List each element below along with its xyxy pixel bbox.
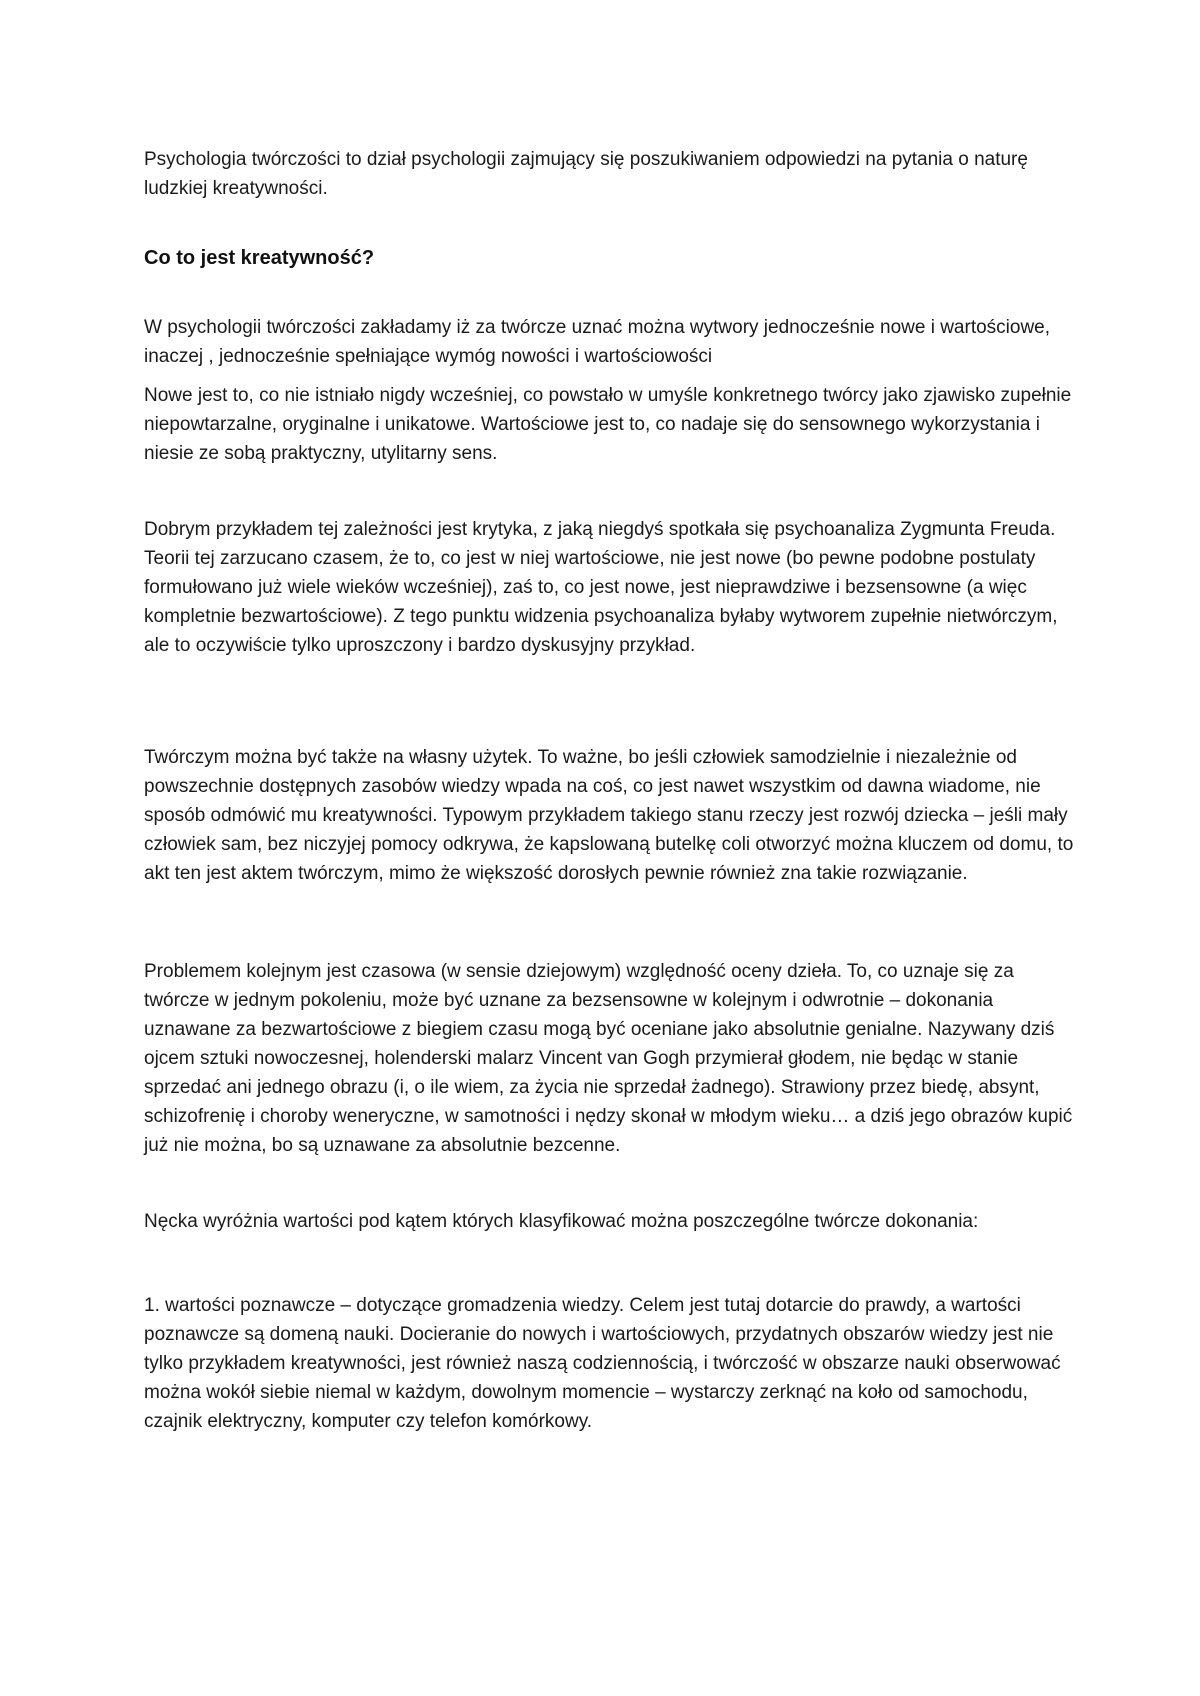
paragraph-definition: W psychologii twórczości zakładamy iż za twórcze uznać można wytwory jednocześnie nowe i wartościowe, inaczej , jednocześnie spełniające wymóg nowości i wartościowości <box>144 317 1051 367</box>
list-item-cognitive-values: 1. wartości poznawcze – dotyczące gromadzenia wiedzy. Celem jest tutaj dotarcie do prawdy, a wartości poznawcze są domeną nauki. Docieranie do nowych i wartościowych, przydatnych obszarów wiedzy jest nie tylko przykładem kreatywności, jest również naszą codziennością, i twórczość w obszarze nauki obserwować można wokół siebie niemal w każdym, dowolnym momencie – wystarczy zerknąć na koło od samochodu, czajnik elektryczny, komputer czy telefon komórkowy. <box>144 1295 1061 1432</box>
paragraph-freud-example: Dobrym przykładem tej zależności jest krytyka, z jaką niegdyś spotkała się psychoanaliza Zygmunta Freuda. Teorii tej zarzucano czasem, że to, co jest w niej wartościowe, nie jest nowe (bo pewne podobne postulaty formułowano już wiele wieków wcześniej), zaś to, co jest nowe, jest nieprawdziwe i bezsensowne (a więc kompletnie bezwartościowe). Z tego punktu widzenia psychoanaliza byłaby wytworem zupełnie nietwórczym, ale to oczywiście tylko uproszczony i bardzo dyskusyjny przykład. <box>144 519 1058 656</box>
section-heading: Co to jest kreatywność? <box>144 247 375 269</box>
paragraph-personal-creativity: Twórczym można być także na własny użytek. To ważne, bo jeśli człowiek samodzielnie i niezależnie od powszechnie dostępnych zasobów wiedzy wpada na coś, co jest nawet wszystkim od dawna wiadome, nie sposób odmówić mu kreatywności. Typowym przykładem takiego stanu rzeczy jest rozwój dziecka – jeśli mały człowiek sam, bez niczyjej pomocy odkrywa, że kapslowaną butelkę coli otworzyć można kluczem od domu, to akt ten jest aktem twórczym, mimo że większość dorosłych pewnie również zna takie rozwiązanie. <box>144 747 1074 884</box>
paragraph-novelty-value: Nowe jest to, co nie istniało nigdy wcześniej, co powstało w umyśle konkretnego twórcy jako zjawisko zupełnie niepowtarzalne, oryginalne i unikatowe. Wartościowe jest to, co nadaje się do sensownego wykorzystania i niesie ze sobą praktyczny, utylitarny sens. <box>144 385 1072 464</box>
intro-paragraph: Psychologia twórczości to dział psychologii zajmujący się poszukiwaniem odpowiedzi na pytania o naturę ludzkiej kreatywności. <box>144 149 1028 199</box>
paragraph-necka-values-intro: Nęcka wyróżnia wartości pod kątem których klasyfikować można poszczególne twórcze dokonania: <box>144 1211 979 1232</box>
paragraph-temporal-relativity: Problemem kolejnym jest czasowa (w sensie dziejowym) względność oceny dzieła. To, co uznaje się za twórcze w jednym pokoleniu, może być uznane za bezsensowne w kolejnym i odwrotnie – dokonania uznawane za bezwartościowe z biegiem czasu mogą być oceniane jako absolutnie genialne. Nazywany dziś ojcem sztuki nowoczesnej, holenderski malarz Vincent van Gogh przymierał głodem, nie będąc w stanie sprzedać ani jednego obrazu (i, o ile wiem, za życia nie sprzedał żadnego). Strawiony przez biedę, absynt, schizofrenię i choroby weneryczne, w samotności i nędzy skonał w młodym wieku… a dziś jego obrazów kupić już nie można, bo są uznawane za absolutnie bezcenne. <box>144 961 1073 1156</box>
